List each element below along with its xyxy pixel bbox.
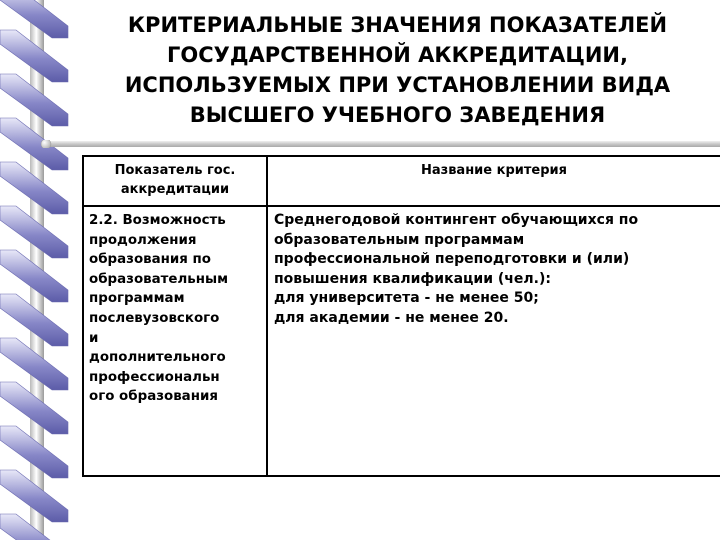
indicator-cell <box>83 206 267 476</box>
indicator-line: образования по <box>89 252 212 268</box>
header-indicator-line: аккредитации <box>120 182 230 197</box>
criterion-line: для университета - не менее 50; <box>274 290 539 307</box>
criterion-line: профессиональной переподготовки и (или) <box>274 251 630 268</box>
title-line: ВЫСШЕГО УЧЕБНОГО ЗАВЕДЕНИЯ <box>189 103 606 127</box>
indicator-line: дополнительного <box>89 350 226 366</box>
title-line: ИСПОЛЬЗУЕМЫХ ПРИ УСТАНОВЛЕНИИ ВИДА <box>124 73 671 97</box>
criterion-line: для академии - не менее 20. <box>274 309 509 326</box>
title-line: ГОСУДАРСТВЕННОЙ АККРЕДИТАЦИИ, <box>167 43 628 67</box>
title-line: КРИТЕРИАЛЬНЫЕ ЗНАЧЕНИЯ ПОКАЗАТЕЛЕЙ <box>127 13 668 37</box>
indicator-line: послевузовского <box>89 310 220 326</box>
criteria-table <box>82 155 720 477</box>
criterion-line: повышения квалификации (чел.): <box>274 270 551 287</box>
binder-spiral-decoration <box>0 0 80 540</box>
header-indicator <box>83 156 267 206</box>
title-divider-rule <box>40 140 720 148</box>
indicator-line: 2.2. Возможность <box>89 213 226 228</box>
divider-bar <box>46 141 720 147</box>
criterion-cell <box>267 206 720 476</box>
indicator-line: продолжения <box>89 232 197 248</box>
table-row <box>83 206 720 476</box>
criterion-line: Среднегодовой контингент обучающихся по <box>274 212 639 228</box>
criterion-line: образовательным программам <box>274 231 525 248</box>
header-indicator-line: Показатель гос. <box>114 163 236 178</box>
table-header-row <box>83 156 720 206</box>
divider-knob <box>41 140 51 148</box>
indicator-line: образовательным <box>89 271 229 287</box>
indicator-line: ого образования <box>89 389 218 405</box>
indicator-line: профессиональн <box>89 369 220 385</box>
indicator-line: программам <box>89 291 185 307</box>
indicator-line: и <box>89 330 99 346</box>
slide-title <box>85 10 710 130</box>
header-criterion: Название критерия <box>267 156 720 206</box>
